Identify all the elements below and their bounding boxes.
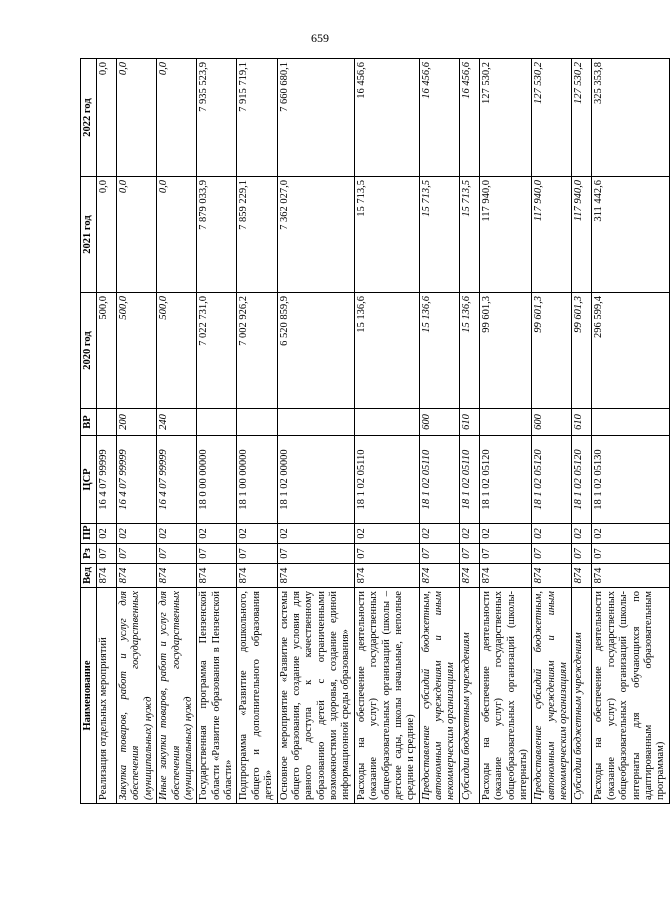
row-name: Государственная программа Пензенской области «Развитие образования в Пензенской области» xyxy=(197,588,237,804)
row-2022: 7 915 719,1 xyxy=(237,59,277,177)
row-2022: 0,0 xyxy=(117,59,157,177)
row-name: Расходы на обеспечение деятельности (оказание услуг) государственных общеобразовательных организаций (школы – детские сады, школы начальные, неполные средние и средние) xyxy=(354,588,419,804)
row-csr: 18 1 02 05120 xyxy=(572,436,592,524)
row-2021: 0,0 xyxy=(157,177,197,293)
row-2020: 99 601,3 xyxy=(572,293,592,409)
row-2021: 0,0 xyxy=(97,177,117,293)
row-csr: 18 1 02 00000 xyxy=(277,436,354,524)
row-name: Предоставление субсидий бюджетным, автономным учреждениям и иным некоммерческим организациям xyxy=(419,588,459,804)
row-vr: 610 xyxy=(572,409,592,436)
row-vr: 240 xyxy=(157,409,197,436)
row-csr: 18 1 00 00000 xyxy=(237,436,277,524)
table-row xyxy=(197,59,237,804)
rotated-table-container xyxy=(80,59,667,804)
row-2020: 500,0 xyxy=(117,293,157,409)
header-name: Наименование xyxy=(81,588,97,804)
row-2021: 0,0 xyxy=(117,177,157,293)
row-2020: 99 601,3 xyxy=(532,293,572,409)
row-2022: 7 660 680,1 xyxy=(277,59,354,177)
row-2022: 7 935 523,9 xyxy=(197,59,237,177)
row-2022: 325 353,8 xyxy=(592,59,669,177)
row-vr: 610 xyxy=(459,409,479,436)
row-vr xyxy=(354,409,419,436)
row-pr: 02 xyxy=(97,524,117,544)
row-name: Закупка товаров, работ и услуг для обеспечения государственных (муниципальных) нужд xyxy=(117,588,157,804)
table-row xyxy=(97,59,117,804)
row-vr xyxy=(479,409,532,436)
row-ved: 874 xyxy=(237,564,277,588)
header-pr: ПР xyxy=(81,524,97,544)
row-rz: 07 xyxy=(157,544,197,564)
row-csr: 18 0 00 00000 xyxy=(197,436,237,524)
row-ved: 874 xyxy=(479,564,532,588)
header-2021: 2021 год xyxy=(81,177,97,293)
row-csr: 18 1 02 05110 xyxy=(354,436,419,524)
row-rz: 07 xyxy=(277,544,354,564)
row-2020: 15 136,6 xyxy=(354,293,419,409)
row-ved: 874 xyxy=(157,564,197,588)
row-ved: 874 xyxy=(459,564,479,588)
row-rz: 07 xyxy=(532,544,572,564)
table-row xyxy=(157,59,197,804)
row-2021: 117 940,0 xyxy=(572,177,592,293)
header-2022: 2022 год xyxy=(81,59,97,177)
row-2021: 117 940,0 xyxy=(479,177,532,293)
row-ved: 874 xyxy=(277,564,354,588)
table-row xyxy=(237,59,277,804)
row-rz: 07 xyxy=(479,544,532,564)
row-vr: 600 xyxy=(532,409,572,436)
row-2020: 7 022 731,0 xyxy=(197,293,237,409)
table-row xyxy=(592,59,669,804)
row-name: Субсидии бюджетным учреждениям xyxy=(459,588,479,804)
row-name: Субсидии бюджетным учреждениям xyxy=(572,588,592,804)
row-pr: 02 xyxy=(354,524,419,544)
row-2021: 7 879 033,9 xyxy=(197,177,237,293)
row-pr: 02 xyxy=(532,524,572,544)
row-csr: 16 4 07 99999 xyxy=(157,436,197,524)
row-ved: 874 xyxy=(572,564,592,588)
row-ved: 874 xyxy=(354,564,419,588)
table-row xyxy=(277,59,354,804)
row-rz: 07 xyxy=(97,544,117,564)
row-2021: 15 713,5 xyxy=(459,177,479,293)
row-2022: 16 456,6 xyxy=(354,59,419,177)
row-vr xyxy=(592,409,669,436)
row-pr: 02 xyxy=(419,524,459,544)
row-vr xyxy=(277,409,354,436)
row-pr: 02 xyxy=(572,524,592,544)
table-row xyxy=(479,59,532,804)
table-row xyxy=(572,59,592,804)
row-vr: 200 xyxy=(117,409,157,436)
row-pr: 02 xyxy=(592,524,669,544)
row-pr: 02 xyxy=(277,524,354,544)
row-vr xyxy=(197,409,237,436)
row-pr: 02 xyxy=(237,524,277,544)
row-2022: 127 530,2 xyxy=(532,59,572,177)
row-rz: 07 xyxy=(354,544,419,564)
row-csr: 16 4 07 99999 xyxy=(117,436,157,524)
row-rz: 07 xyxy=(572,544,592,564)
row-2020: 296 599,4 xyxy=(592,293,669,409)
row-2022: 127 530,2 xyxy=(572,59,592,177)
row-rz: 07 xyxy=(459,544,479,564)
row-2021: 15 713,5 xyxy=(419,177,459,293)
table-row xyxy=(459,59,479,804)
header-csr: ЦСР xyxy=(81,436,97,524)
row-name: Расходы на обеспечение деятельности (оказание услуг) государственных общеобразовательных организаций (школы-интернаты) xyxy=(479,588,532,804)
row-2022: 127 530,2 xyxy=(479,59,532,177)
row-csr: 18 1 02 05110 xyxy=(459,436,479,524)
row-2020: 500,0 xyxy=(97,293,117,409)
row-rz: 07 xyxy=(237,544,277,564)
row-name: Расходы на обеспечение деятельности (оказание услуг) государственных общеобразовательных организаций (школы-интернаты для обучающихся по адаптированным образовательным программам) xyxy=(592,588,669,804)
row-rz: 07 xyxy=(419,544,459,564)
row-pr: 02 xyxy=(117,524,157,544)
header-vr: ВР xyxy=(81,409,97,436)
row-csr: 18 1 02 05130 xyxy=(592,436,669,524)
row-ved: 874 xyxy=(592,564,669,588)
table-row xyxy=(419,59,459,804)
row-csr: 18 1 02 05110 xyxy=(419,436,459,524)
row-2022: 16 456,6 xyxy=(459,59,479,177)
row-2020: 15 136,6 xyxy=(419,293,459,409)
page-number: 659 xyxy=(311,31,329,45)
row-csr: 18 1 02 05120 xyxy=(479,436,532,524)
row-2021: 7 859 229,1 xyxy=(237,177,277,293)
row-ved: 874 xyxy=(197,564,237,588)
budget-table xyxy=(80,58,670,804)
row-name: Основное мероприятие «Развитие системы общего образования, создание условия для равного доступа к качественному образованию детей с ограниченными возможностями здоровья, создание единой информационной среды образования» xyxy=(277,588,354,804)
row-2020: 500,0 xyxy=(157,293,197,409)
row-csr: 16 4 07 99999 xyxy=(97,436,117,524)
row-name: Реализация отдельных мероприятий xyxy=(97,588,117,804)
row-pr: 02 xyxy=(479,524,532,544)
row-pr: 02 xyxy=(197,524,237,544)
row-name: Подпрограмма «Развитие дошкольного, общего и дополнительного образования детей» xyxy=(237,588,277,804)
table-row xyxy=(532,59,572,804)
row-2022: 16 456,6 xyxy=(419,59,459,177)
row-rz: 07 xyxy=(592,544,669,564)
row-pr: 02 xyxy=(459,524,479,544)
header-2020: 2020 год xyxy=(81,293,97,409)
table-header-row xyxy=(81,59,97,804)
table-row xyxy=(117,59,157,804)
row-rz: 07 xyxy=(117,544,157,564)
row-csr: 18 1 02 05120 xyxy=(532,436,572,524)
row-ved: 874 xyxy=(419,564,459,588)
row-ved: 874 xyxy=(97,564,117,588)
row-2022: 0,0 xyxy=(157,59,197,177)
row-2020: 99 601,3 xyxy=(479,293,532,409)
row-2020: 6 520 859,9 xyxy=(277,293,354,409)
row-2021: 117 940,0 xyxy=(532,177,572,293)
row-ved: 874 xyxy=(117,564,157,588)
row-ved: 874 xyxy=(532,564,572,588)
row-2020: 15 136,6 xyxy=(459,293,479,409)
table-row xyxy=(354,59,419,804)
row-vr: 600 xyxy=(419,409,459,436)
header-rz: Рз xyxy=(81,544,97,564)
row-name: Иные закупки товаров, работ и услуг для обеспечения государственных (муниципальных) нужд xyxy=(157,588,197,804)
row-2021: 7 362 027,0 xyxy=(277,177,354,293)
row-name: Предоставление субсидий бюджетным, автономным учреждениям и иным некоммерческим организациям xyxy=(532,588,572,804)
header-ved: Вед xyxy=(81,564,97,588)
row-2020: 7 002 926,2 xyxy=(237,293,277,409)
row-rz: 07 xyxy=(197,544,237,564)
row-vr xyxy=(237,409,277,436)
row-2022: 0,0 xyxy=(97,59,117,177)
row-vr xyxy=(97,409,117,436)
row-pr: 02 xyxy=(157,524,197,544)
row-2021: 15 713,5 xyxy=(354,177,419,293)
row-2021: 311 442,6 xyxy=(592,177,669,293)
